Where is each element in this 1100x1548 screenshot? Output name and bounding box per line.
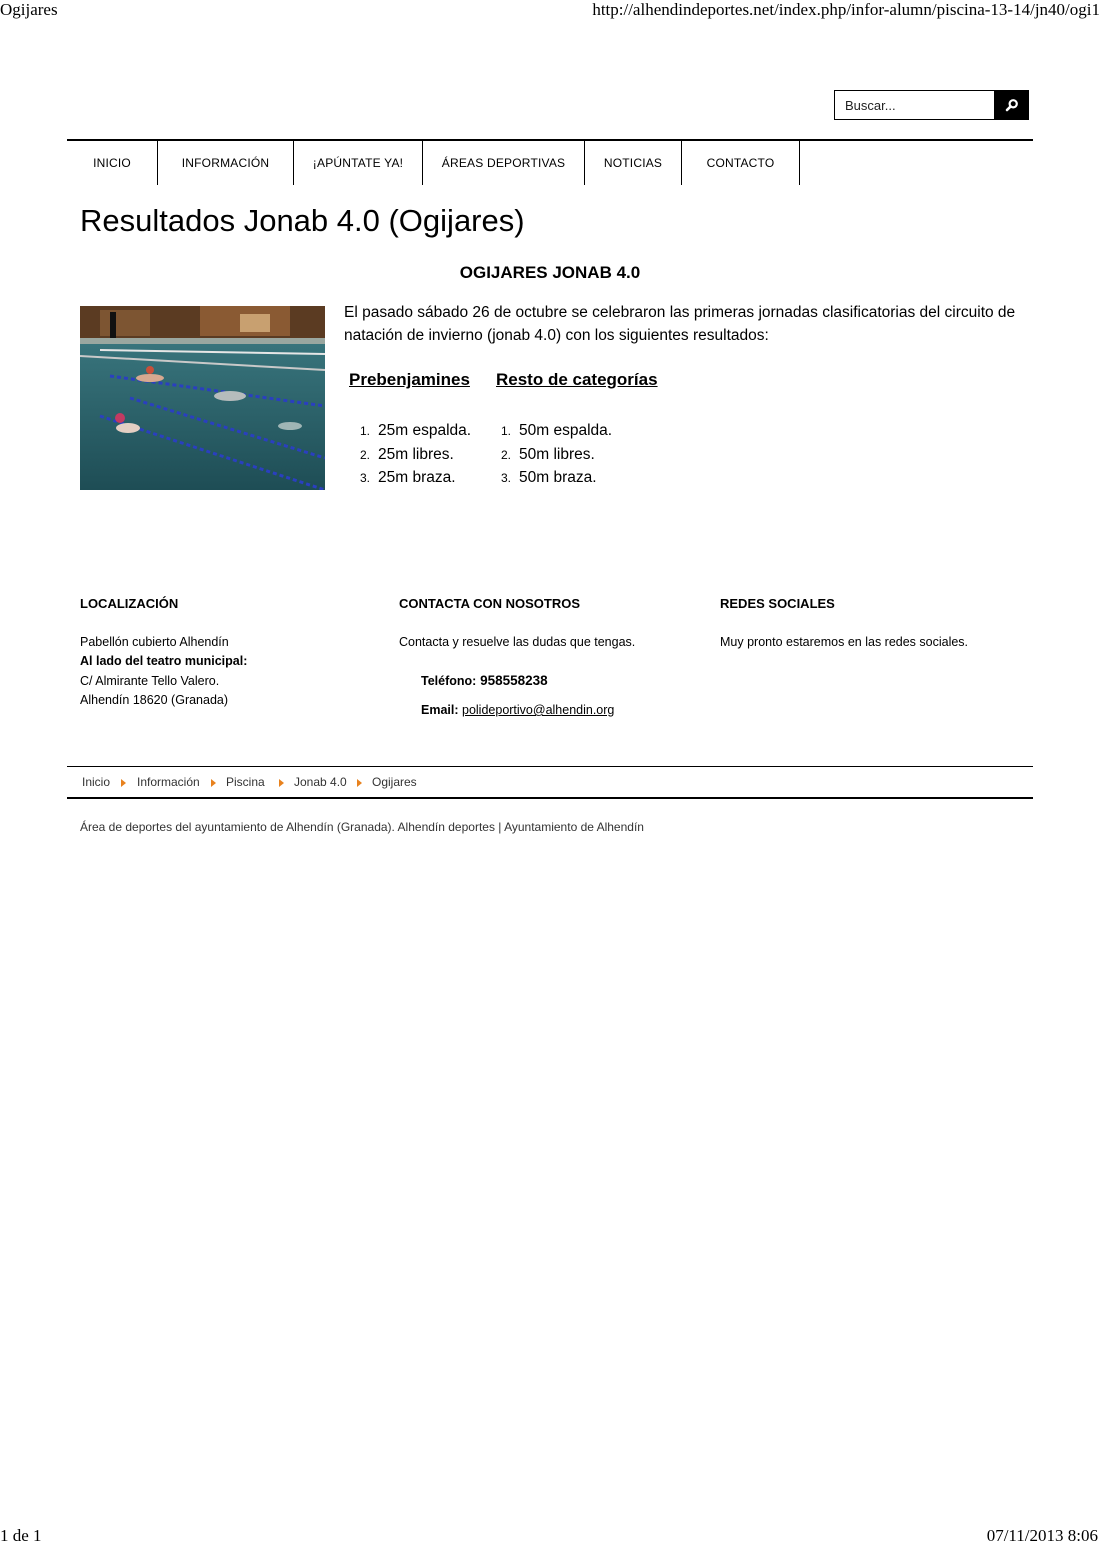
search-icon [1005,98,1019,112]
breadcrumb-arrow-icon [357,779,362,787]
main-nav [67,139,1033,185]
breadcrumb-item[interactable]: Piscina [226,775,265,789]
list-number: 1. [360,424,371,438]
search-input[interactable] [834,90,994,120]
social-heading: REDES SOCIALES [720,596,835,611]
print-page-number: 1 de 1 [0,1526,42,1545]
list-item [501,419,612,443]
breadcrumb-item[interactable]: Información [137,775,200,789]
pool-photo [80,306,325,490]
list-item-text: 25m espalda. [378,422,472,439]
email-label: Email: [421,703,459,717]
category-resto[interactable]: Resto de categorías [496,370,658,389]
list-number: 3. [360,471,371,485]
site-footer-text: Área de deportes del ayuntamiento de Alhendín (Granada). Alhendín deportes | Ayuntamiento de Alhendín [80,820,644,834]
category-prebenjamines[interactable]: Prebenjamines [349,370,470,389]
breadcrumb-arrow-icon [211,779,216,787]
email-line [421,703,614,717]
nav-item-noticias[interactable]: NOTICIAS [585,141,682,185]
list-item-text: 50m espalda. [519,422,613,439]
breadcrumb-item[interactable]: Inicio [82,775,111,789]
nav-item-informacion[interactable]: INFORMACIÓN [158,141,294,185]
list-number: 3. [501,471,512,485]
print-url: http://alhendindeportes.net/index.php/infor-alumn/piscina-13-14/jn40/ogi1 [592,0,1100,19]
nav-item-contacto[interactable]: CONTACTO [682,141,800,185]
list-item [360,419,471,443]
list-number: 1. [501,424,512,438]
article-heading-wrap [0,263,1100,283]
location-line: Alhendín 18620 (Granada) [80,693,229,707]
list-item-text: 25m libres. [378,445,454,463]
nav-item-areas-deportivas[interactable]: ÁREAS DEPORTIVAS [423,141,585,185]
print-page-title: Ogijares [0,0,58,19]
list-item [501,466,612,490]
search-button[interactable] [994,90,1029,120]
email-link[interactable]: polideportivo@alhendin.org [462,703,615,717]
location-line: Al lado del teatro municipal: [80,654,248,668]
nav-item-inicio[interactable]: INICIO [67,141,158,185]
page-title: Resultados Jonab 4.0 (Ogijares) [80,203,525,238]
breadcrumb-current: Ogijares [372,775,417,789]
phone-label: Teléfono: [421,674,477,688]
phone-number: 958558238 [480,673,548,688]
contact-heading: CONTACTA CON NOSOTROS [399,596,581,611]
breadcrumb-item[interactable]: Jonab 4.0 [294,775,347,789]
list-item-text: 50m libres. [519,445,595,463]
list-number: 2. [360,447,371,462]
breadcrumb-arrow-icon [279,779,284,787]
location-heading: LOCALIZACIÓN [80,596,179,611]
list-item [501,443,612,467]
results-prebenjamines [360,419,471,490]
phone-line [421,673,548,688]
list-item [360,466,471,490]
contact-text: Contacta y resuelve las dudas que tengas. [399,635,636,649]
list-item-text: 25m braza. [378,469,456,486]
social-text: Muy pronto estaremos en las redes sociales. [720,635,969,649]
location-line: Pabellón cubierto Alhendín [80,635,229,649]
location-line: C/ Almirante Tello Valero. [80,674,220,688]
list-item [360,443,471,467]
article-heading: OGIJARES JONAB 4.0 [459,263,641,282]
nav-item-apuntate[interactable]: ¡APÚNTATE YA! [294,141,423,185]
article-intro: El pasado sábado 26 de octubre se celebraron las primeras jornadas clasificatorias del circuito de natación de invierno (jonab 4.0) con los siguientes resultados: [344,304,1016,344]
print-datetime: 07/11/2013 8:06 [986,1526,1098,1545]
list-item-text: 50m braza. [519,469,597,486]
results-resto [501,419,612,490]
breadcrumb-arrow-icon [121,779,126,787]
search-box [834,90,1029,120]
list-number: 2. [501,447,512,462]
